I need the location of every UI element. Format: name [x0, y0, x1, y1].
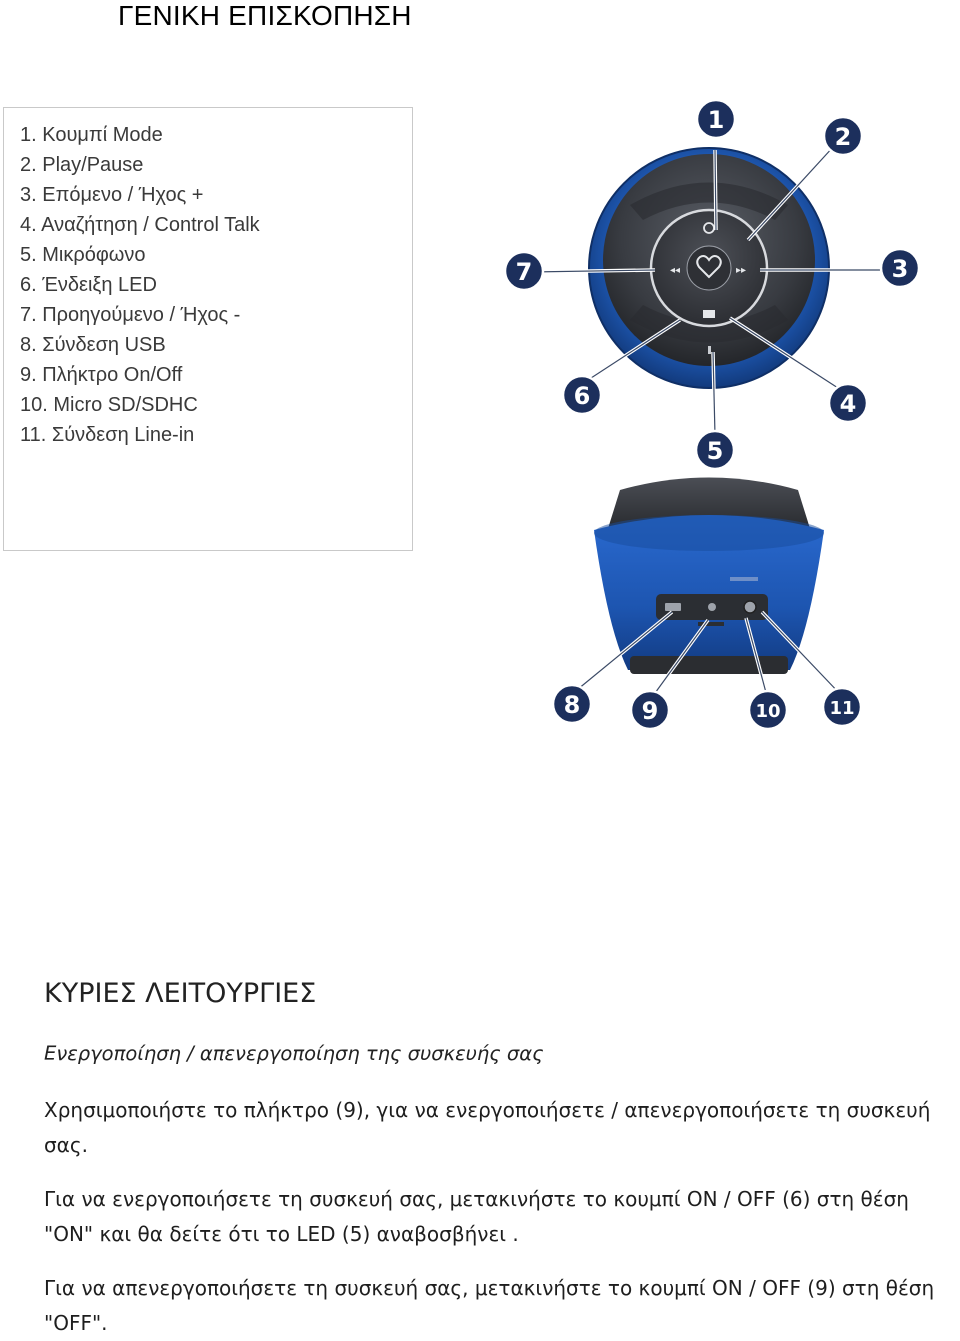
legend-item: 11. Σύνδεση Line-in: [20, 424, 195, 446]
paragraph: Για να απενεργοποιήσετε τη συσκευή σας, μετακινήστε το κουμπί ON / OFF (9) στη θέση "OFF".: [44, 1276, 935, 1335]
legend-item: 9. Πλήκτρο On/Off: [20, 364, 183, 386]
svg-text:◂◂: ◂◂: [670, 265, 681, 276]
callout-2: [824, 117, 862, 155]
speaker-illustration: [490, 90, 960, 750]
callout-3: [881, 249, 919, 287]
speaker-side-view: [572, 478, 842, 701]
parts-legend: [3, 107, 413, 551]
paragraph: Χρησιμοποιήστε το πλήκτρο (9), για να ενεργοποιήσετε / απενεργοποιήσετε τη συσκευή σας.: [44, 1098, 931, 1157]
svg-text:10: 10: [755, 701, 781, 722]
legend-item: 10. Micro SD/SDHC: [20, 394, 198, 416]
svg-text:2: 2: [834, 123, 852, 151]
svg-text:5: 5: [706, 437, 724, 465]
legend-item: 7. Προηγούμενο / Ήχος -: [20, 304, 241, 326]
svg-text:8: 8: [563, 691, 581, 719]
callout-10: [749, 691, 787, 729]
callout-6: [563, 376, 601, 414]
legend-item: 6. Ένδειξη LED: [20, 274, 157, 296]
section-title: ΚΥΡΙΕΣ ΛΕΙΤΟΥΡΓΙΕΣ: [44, 978, 317, 1009]
callout-1: [697, 100, 735, 138]
legend-item: 5. Μικρόφωνο: [20, 244, 146, 266]
legend-item: 8. Σύνδεση USB: [20, 334, 166, 356]
paragraph: Για να ενεργοποιήσετε τη συσκευή σας, μετακινήστε το κουμπί ON / OFF (6) στη θέση "ON" και θα δείτε ότι το LED (5) αναβοσβήνει .: [44, 1187, 909, 1246]
svg-text:▸▸: ▸▸: [736, 265, 747, 276]
section-subtitle: Ενεργοποίηση / απενεργοποίηση της συσκευής σας: [44, 1042, 544, 1065]
svg-text:4: 4: [839, 390, 857, 418]
svg-text:9: 9: [641, 697, 659, 725]
svg-text:6: 6: [573, 382, 591, 410]
svg-text:3: 3: [891, 255, 909, 283]
callout-11: [823, 688, 861, 726]
callout-4: [829, 384, 867, 422]
page-title: ΓΕΝΙΚΗ ΕΠΙΣΚΟΠΗΣΗ: [118, 0, 412, 31]
svg-text:7: 7: [515, 258, 533, 286]
callout-7: [505, 252, 543, 290]
callout-5: [696, 431, 734, 469]
legend-item: 2. Play/Pause: [20, 154, 144, 176]
callout-8: [553, 685, 591, 723]
legend-item: 4. Αναζήτηση / Control Talk: [20, 214, 260, 236]
svg-text:11: 11: [829, 698, 855, 719]
legend-item: 3. Επόμενο / Ήχος +: [20, 184, 204, 206]
legend-item: 1. Κουμπί Mode: [20, 124, 163, 146]
callout-9: [631, 691, 669, 729]
svg-text:1: 1: [707, 106, 725, 134]
